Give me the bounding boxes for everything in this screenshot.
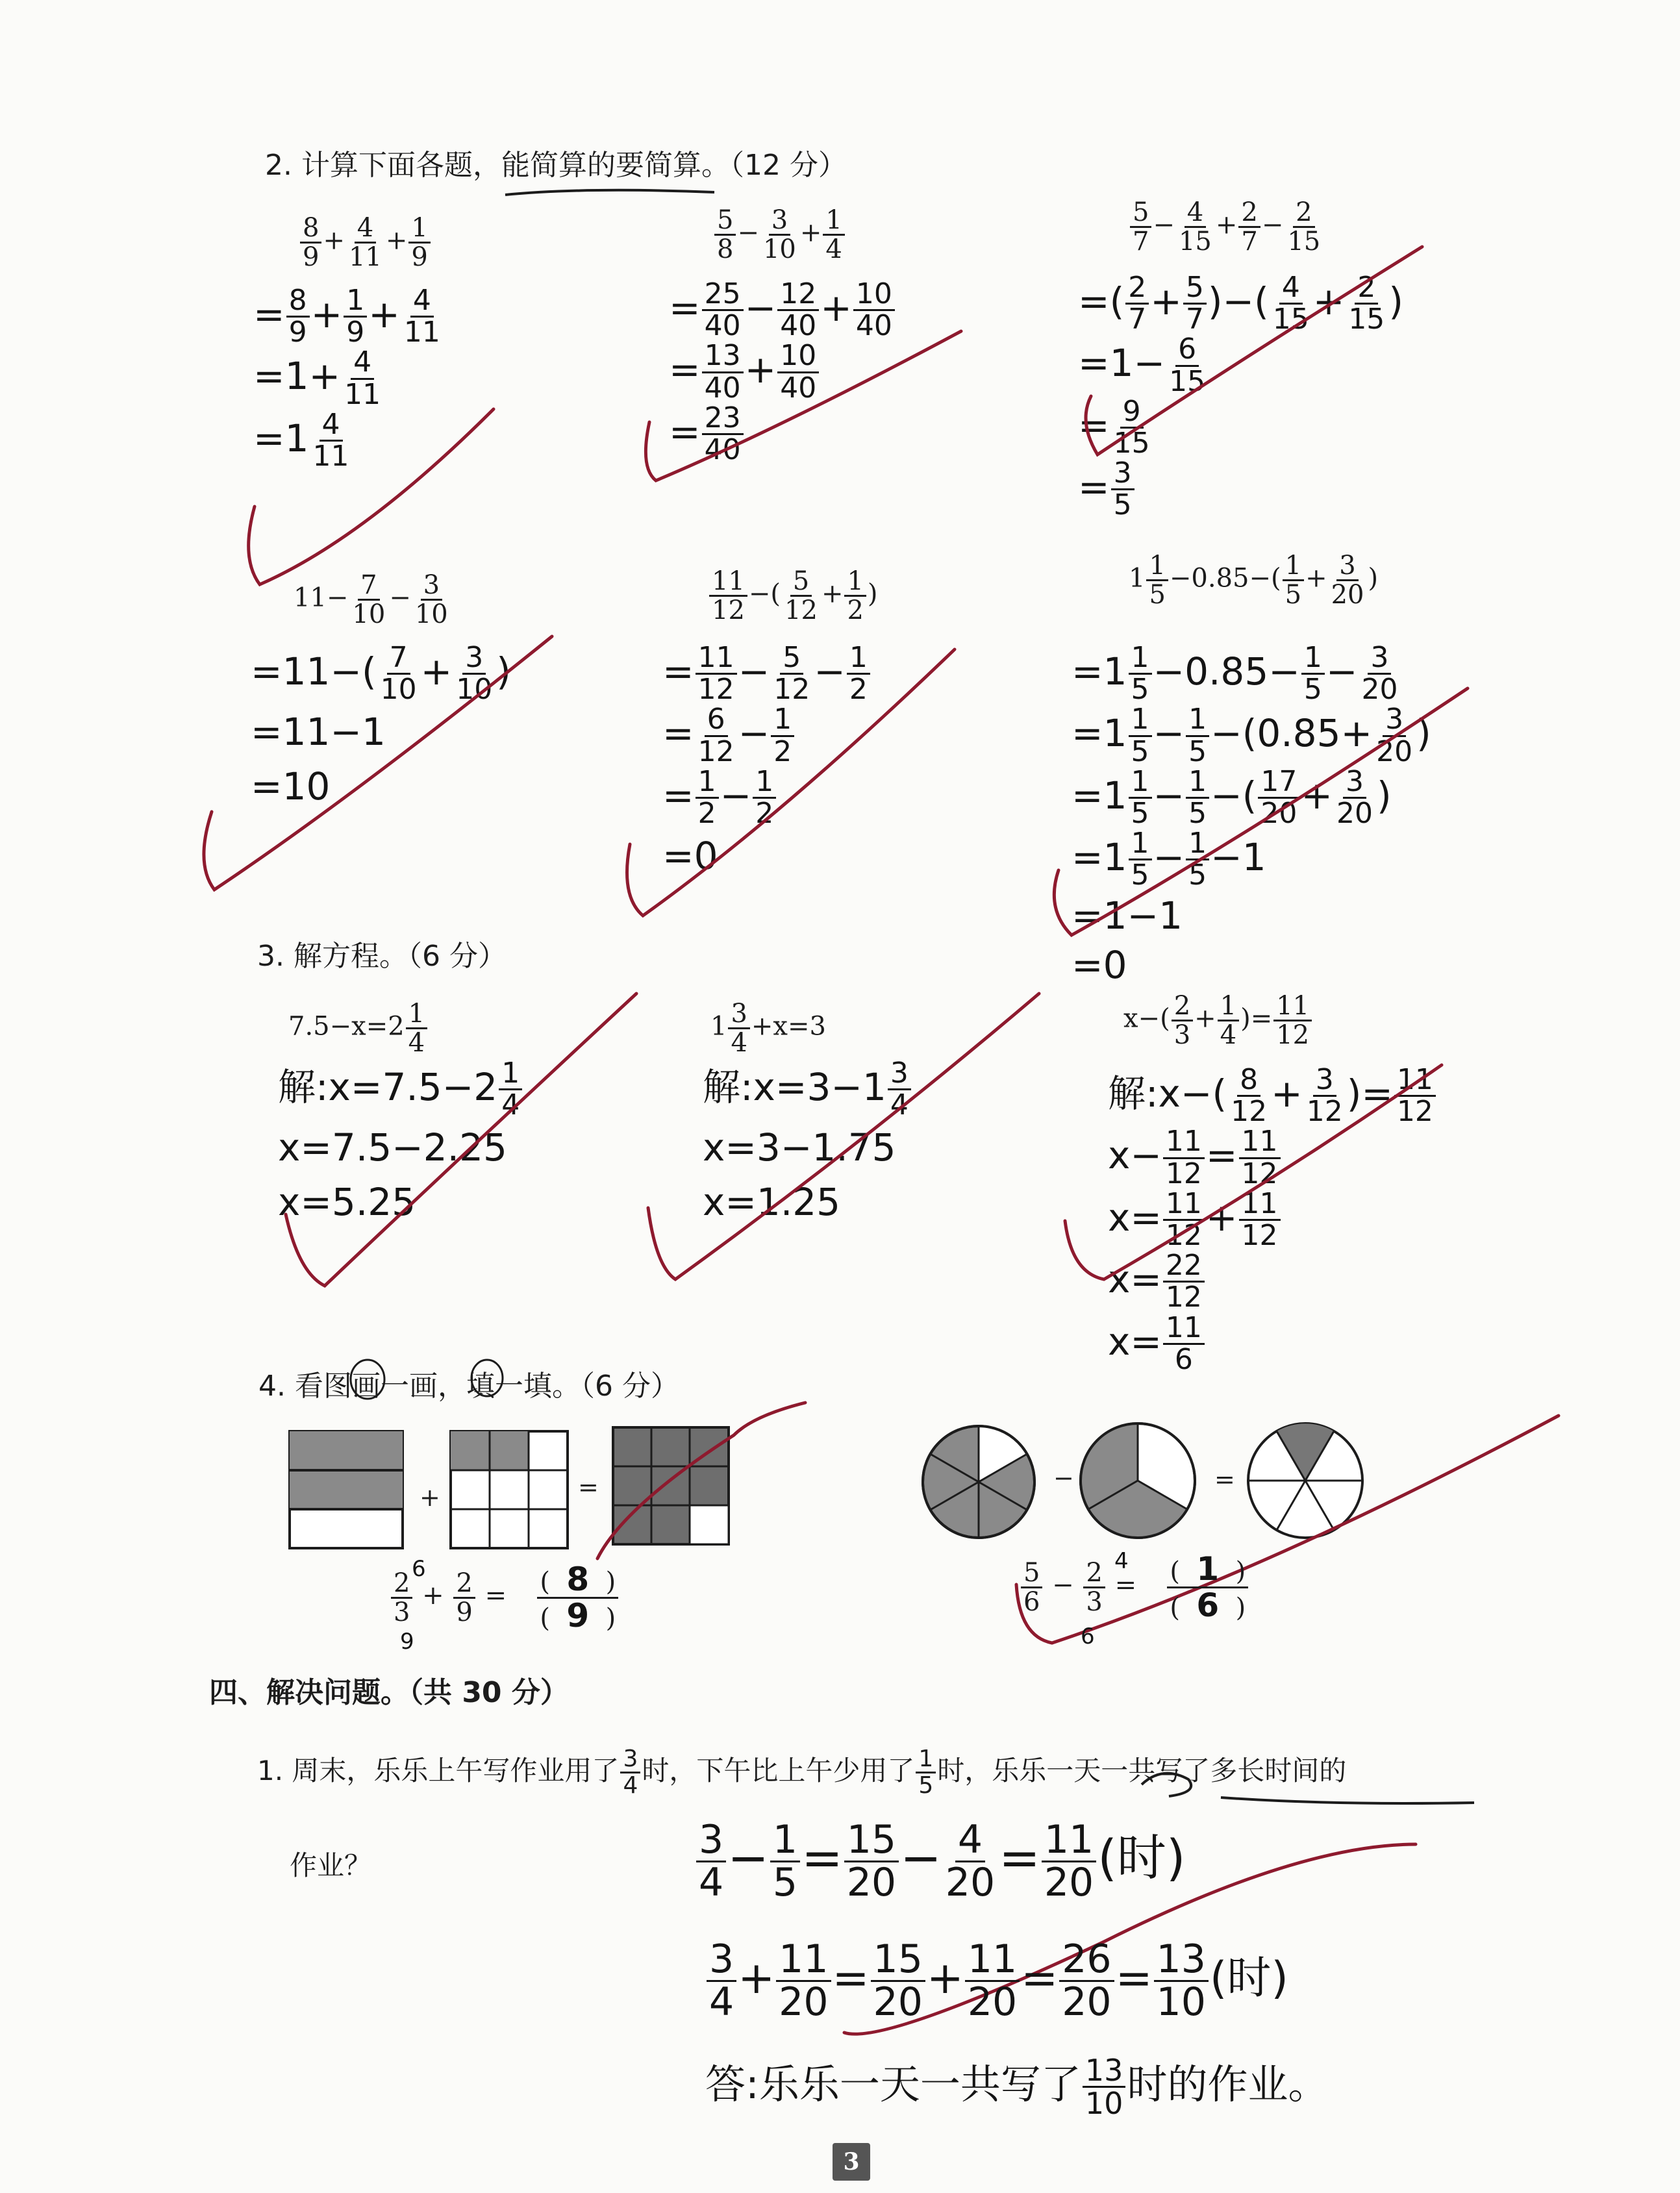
fraction: $\frac{1}{5}$ xyxy=(1186,767,1209,829)
fraction: $\frac{3}{5}$ xyxy=(1111,458,1135,520)
math-text: − xyxy=(1153,834,1185,879)
equals-sign: = xyxy=(578,1473,599,1501)
math-text: 1 xyxy=(284,354,309,399)
math-text: + xyxy=(799,218,822,248)
math-text: − xyxy=(1153,210,1175,240)
note-9: 9 xyxy=(400,1629,414,1655)
math-text: −( xyxy=(1210,773,1257,818)
math-text: = xyxy=(662,711,694,756)
math-text: +x=3 xyxy=(751,1011,826,1042)
math-text: + xyxy=(1150,279,1182,323)
fraction: $\frac{1}{5}$ xyxy=(770,1820,800,1903)
fraction: $\frac{10}{40}$ xyxy=(853,279,895,341)
math-text: ) xyxy=(1416,711,1431,756)
math-text: =1 xyxy=(1072,773,1127,818)
fraction: $\frac{1}{9}$ xyxy=(408,214,430,271)
math-text: + xyxy=(1301,773,1333,818)
math-text: + xyxy=(738,1953,775,2005)
math-text: = xyxy=(669,285,701,330)
question-1-continued: 作业？ xyxy=(290,1849,372,1881)
fraction: $\frac{3}{4}$ xyxy=(696,1820,726,1903)
math-text: + xyxy=(744,347,777,392)
math-text: ) xyxy=(1376,773,1392,818)
math-text: −1 xyxy=(1210,834,1266,879)
fraction: $\frac{11}{12}$ xyxy=(1239,1127,1281,1188)
fraction: $\frac{17}{20}$ xyxy=(1258,767,1299,829)
fraction: $\frac{2}{7}$ xyxy=(1238,199,1260,255)
math-text: − xyxy=(1153,711,1185,756)
math-text: )= xyxy=(1240,1003,1273,1034)
math-text: x=1.25 xyxy=(703,1180,841,1225)
fraction: $\frac{1}{2}$ xyxy=(771,705,794,766)
note-6b: 6 xyxy=(1081,1623,1095,1649)
math-text: + xyxy=(1194,1003,1216,1034)
math-text: ) xyxy=(1388,279,1403,323)
fraction: $\frac{1}{9}$ xyxy=(344,286,367,347)
fraction: $\frac{13}{40}$ xyxy=(702,341,744,403)
math-text: − xyxy=(727,1829,769,1886)
fraction: $\frac{1}{2}$ xyxy=(844,568,866,624)
math-text: =1 xyxy=(1072,649,1127,694)
math-text: − xyxy=(738,649,770,694)
math-text: =( xyxy=(1078,279,1125,323)
fraction: $\frac{4}{11}$ xyxy=(348,213,382,272)
math-text: −0.85−( xyxy=(1169,563,1281,594)
math-text: −(0.85+ xyxy=(1210,711,1373,756)
math-text: x−( xyxy=(1123,1003,1170,1034)
math-text: x=5.25 xyxy=(278,1180,416,1225)
math-text: 解:x=7.5−2 xyxy=(278,1064,498,1109)
fraction: $\frac{3}{4}$ xyxy=(707,1939,736,2023)
math-text: = xyxy=(1115,1953,1153,2005)
math-text: + xyxy=(368,292,400,336)
fraction: $\frac{11}{12}$ xyxy=(696,643,737,705)
math-text: = xyxy=(662,649,694,694)
fraction: $\frac{1}{5}$ xyxy=(1129,643,1152,705)
fraction: $\frac{15}{20}$ xyxy=(844,1820,899,1903)
minus-sign: − xyxy=(1053,1464,1074,1492)
fraction: $\frac{4}{15}$ xyxy=(1178,197,1212,257)
math-text: ) xyxy=(496,649,511,694)
fraction: $\frac{1}{5}$ xyxy=(1301,643,1325,705)
fill-equation-left: $\frac{2}{3}$ + $\frac{2}{9}$ = $\frac{( 8 )}{( 9 )}$ xyxy=(390,1562,641,1633)
math-text: + xyxy=(926,1953,964,2005)
math-text: x= xyxy=(1108,1319,1162,1364)
math-text: = xyxy=(669,347,701,392)
fraction: $\frac{13}{10}$ xyxy=(1083,2055,1126,2120)
answer-num-right[interactable]: 1 xyxy=(1196,1550,1220,1588)
math-text: = xyxy=(253,292,285,336)
section-3-heading: 3. 解方程。（6 分） xyxy=(257,940,507,973)
math-text: =11−1 xyxy=(251,710,386,755)
fraction: $\frac{1}{5}$ xyxy=(1186,705,1209,766)
fraction: $\frac{26}{20}$ xyxy=(1059,1939,1114,2023)
answer-den-right[interactable]: 6 xyxy=(1196,1586,1220,1624)
fraction: $\frac{11}{12}$ xyxy=(1273,992,1312,1049)
math-text: 7.5−x=2 xyxy=(288,1011,405,1042)
math-text: = xyxy=(662,773,694,818)
math-text: −( xyxy=(748,579,781,609)
fraction: $\frac{1}{2}$ xyxy=(847,643,870,705)
fraction: $\frac{11}{12}$ xyxy=(1239,1189,1281,1251)
fraction: $\frac{11}{20}$ xyxy=(776,1939,831,2023)
fraction: $\frac{11}{6}$ xyxy=(1163,1313,1205,1375)
solution-line-2 xyxy=(705,1936,1288,2025)
fraction: $\frac{11}{20}$ xyxy=(1042,1820,1096,1903)
math-text: + xyxy=(385,225,408,256)
fraction: $\frac{8}{9}$ xyxy=(286,286,310,347)
math-text: ) xyxy=(1368,563,1379,594)
circle-sixths xyxy=(923,1426,1034,1538)
math-text: − xyxy=(738,711,770,756)
question-1: 1. 周末，乐乐上午写作业用了 $\frac{3}{4}$ 时，下午比上午少用了 $\frac{1}{5}$ 时，乐乐一天一共写了多长时间的 xyxy=(257,1746,1347,1799)
fraction: $\frac{3}{10}$ xyxy=(762,205,796,264)
math-text: − xyxy=(720,773,752,818)
math-text: 11− xyxy=(294,583,349,613)
fraction: $\frac{2}{15}$ xyxy=(1348,271,1385,336)
fraction: $\frac{3}{20}$ xyxy=(1361,641,1398,707)
fraction: $\frac{4}{11}$ xyxy=(312,407,349,473)
math-text: − xyxy=(737,218,759,248)
fraction: $\frac{1}{5}$ xyxy=(1129,829,1152,890)
math-text: − xyxy=(389,583,411,613)
fraction: $\frac{4}{15}$ xyxy=(1272,271,1309,336)
math-text: = xyxy=(999,1829,1040,1886)
fraction: $\frac{2}{15}$ xyxy=(1287,197,1321,257)
math-text: = xyxy=(253,416,285,460)
math-text: − xyxy=(1325,649,1358,694)
math-text: = xyxy=(1078,403,1110,447)
math-text: =1 xyxy=(1072,834,1127,879)
fraction: $\frac{15}{20}$ xyxy=(871,1939,925,2023)
math-text: −0.85− xyxy=(1153,649,1300,694)
math-text: x− xyxy=(1108,1133,1162,1178)
math-text: = xyxy=(669,409,701,454)
fraction: $\frac{1}{4}$ xyxy=(406,1000,427,1057)
fraction: $\frac{6}{15}$ xyxy=(1169,332,1206,398)
math-text: =10 xyxy=(251,764,331,809)
fraction: $\frac{1}{2}$ xyxy=(696,767,719,829)
math-text: x= xyxy=(1108,1257,1162,1301)
math-text: 解:x−( xyxy=(1108,1071,1227,1116)
fraction: $\frac{1}{5}$ xyxy=(1129,705,1152,766)
math-text: (时) xyxy=(1209,1953,1288,2005)
note-4: 4 xyxy=(1114,1548,1129,1574)
fraction: $\frac{1}{5}$ xyxy=(1283,552,1304,608)
fraction: $\frac{11}{12}$ xyxy=(709,568,747,624)
fraction: $\frac{4}{11}$ xyxy=(403,284,440,349)
answer-den-left[interactable]: 9 xyxy=(566,1596,590,1635)
math-text: + xyxy=(1312,279,1345,323)
math-text: 1 xyxy=(710,1011,727,1042)
fraction: $\frac{4}{20}$ xyxy=(945,1816,996,1905)
plus-sign: + xyxy=(420,1483,440,1512)
fraction: $\frac{3}{20}$ xyxy=(1336,764,1373,830)
fraction: $\frac{5}{12}$ xyxy=(773,641,810,707)
math-text: + xyxy=(310,292,343,336)
fraction: $\frac{3}{4}$ xyxy=(728,1000,749,1057)
fraction: $\frac{7}{10}$ xyxy=(380,641,417,707)
fraction: $\frac{5}{7}$ xyxy=(1130,199,1151,255)
fraction: $\frac{3}{4}$ xyxy=(620,1747,640,1798)
math-text: + xyxy=(1271,1071,1303,1116)
part-four-heading: 四、解决问题。（共 30 分） xyxy=(209,1676,569,1709)
note-6: 6 xyxy=(412,1556,426,1582)
fraction: $\frac{1}{2}$ xyxy=(753,767,776,829)
math-text: − xyxy=(900,1829,942,1886)
fraction: $\frac{25}{40}$ xyxy=(702,279,744,341)
math-text: = xyxy=(1078,464,1110,509)
fraction: $\frac{3}{12}$ xyxy=(1306,1063,1343,1129)
math-text: 1 xyxy=(284,416,309,460)
fraction: $\frac{3}{10}$ xyxy=(456,641,493,707)
math-text: + xyxy=(420,649,453,694)
math-text: =1 xyxy=(1072,711,1127,756)
math-text: (时) xyxy=(1097,1829,1186,1886)
answer-line: 答:乐乐一天一共写了 $\frac{13}{10}$ 时的作业。 xyxy=(705,2053,1329,2122)
fraction: $\frac{3}{20}$ xyxy=(1376,703,1413,768)
math-text: x=7.5−2.25 xyxy=(278,1125,507,1170)
fraction: $\frac{5}{12}$ xyxy=(784,566,818,625)
math-text: + xyxy=(821,579,844,609)
math-text: + xyxy=(1215,210,1238,240)
math-text: + xyxy=(1305,563,1327,594)
math-text: = xyxy=(801,1829,843,1886)
fraction: $\frac{1}{4}$ xyxy=(823,207,844,263)
fraction: $\frac{9}{15}$ xyxy=(1113,394,1150,460)
fraction: $\frac{1}{5}$ xyxy=(1129,767,1152,829)
fraction: $\frac{4}{11}$ xyxy=(344,345,381,411)
fraction: $\frac{1}{4}$ xyxy=(499,1059,522,1120)
fraction: $\frac{8}{9}$ xyxy=(300,214,321,271)
math-text: 1 xyxy=(1129,563,1146,594)
fraction: $\frac{1}{5}$ xyxy=(916,1747,936,1798)
fraction: $\frac{11}{20}$ xyxy=(965,1939,1020,2023)
math-text: x=3−1.75 xyxy=(703,1125,896,1170)
math-text: )−( xyxy=(1207,279,1269,323)
fraction: $\frac{3}{10}$ xyxy=(414,570,448,629)
fraction: $\frac{10}{40}$ xyxy=(777,341,819,403)
fraction: $\frac{1}{5}$ xyxy=(1186,829,1209,890)
fraction: $\frac{11}{12}$ xyxy=(1394,1065,1436,1127)
fraction: $\frac{7}{10}$ xyxy=(352,570,386,629)
fraction: $\frac{3}{20}$ xyxy=(1331,551,1364,610)
math-text: − xyxy=(1261,210,1284,240)
fill-equation-right: $\frac{5}{6}$ − $\frac{2}{3}$ = $\frac{( 1 )}{( 6 )}$ xyxy=(1020,1552,1271,1622)
math-text: = xyxy=(1021,1953,1059,2005)
section-2-heading: 2. 计算下面各题，能简算的要简算。（12 分） xyxy=(265,149,847,182)
fraction: $\frac{12}{40}$ xyxy=(777,279,819,341)
math-text: = xyxy=(1205,1133,1238,1178)
math-text: + xyxy=(323,225,345,256)
math-text: =1−1 xyxy=(1072,893,1183,938)
equals-sign-2: = xyxy=(1214,1465,1235,1494)
math-text: x= xyxy=(1108,1195,1162,1240)
fraction: $\frac{11}{12}$ xyxy=(1163,1127,1205,1188)
fraction: $\frac{3}{4}$ xyxy=(888,1059,911,1120)
rect-thirds xyxy=(290,1431,403,1548)
math-text: =1− xyxy=(1078,341,1166,386)
math-text: − xyxy=(1153,773,1185,818)
fraction: $\frac{23}{40}$ xyxy=(702,403,744,465)
fraction: $\frac{5}{7}$ xyxy=(1183,273,1207,334)
fraction: $\frac{2}{3}$ xyxy=(1172,992,1193,1049)
math-text: =11−( xyxy=(251,649,377,694)
grid-ninths xyxy=(451,1431,568,1548)
math-text: + xyxy=(308,354,341,399)
circle-thirds xyxy=(1081,1423,1195,1538)
math-text: )= xyxy=(1346,1071,1393,1116)
section-4-heading: 4. 看图画一画，填一填。（6 分） xyxy=(258,1370,679,1403)
grid-result xyxy=(613,1427,729,1544)
math-text: ) xyxy=(867,579,878,609)
math-text: + xyxy=(820,285,852,330)
fraction: $\frac{2}{7}$ xyxy=(1125,273,1149,334)
math-text: = xyxy=(832,1953,870,2005)
fraction: $\frac{1}{5}$ xyxy=(1146,552,1168,608)
fraction: $\frac{22}{12}$ xyxy=(1163,1251,1205,1312)
math-text: =0 xyxy=(662,834,718,879)
circle-result xyxy=(1248,1423,1362,1538)
fraction: $\frac{5}{8}$ xyxy=(714,207,736,263)
fraction: $\frac{11}{12}$ xyxy=(1163,1189,1205,1251)
math-text: + xyxy=(1205,1195,1238,1240)
math-text: − xyxy=(744,285,777,330)
fraction: $\frac{8}{12}$ xyxy=(1231,1063,1268,1129)
answer-num-left[interactable]: 8 xyxy=(566,1560,590,1598)
fraction: $\frac{6}{12}$ xyxy=(697,703,734,768)
page-number: 3 xyxy=(833,2143,870,2181)
fraction: $\frac{1}{4}$ xyxy=(1218,992,1239,1049)
solution-line-1 xyxy=(695,1818,1186,1903)
fraction: $\frac{13}{10}$ xyxy=(1154,1939,1209,2023)
math-text: 解:x=3−1 xyxy=(703,1064,886,1109)
math-text: =0 xyxy=(1072,943,1127,988)
math-text: = xyxy=(253,354,285,399)
math-text: − xyxy=(814,649,846,694)
